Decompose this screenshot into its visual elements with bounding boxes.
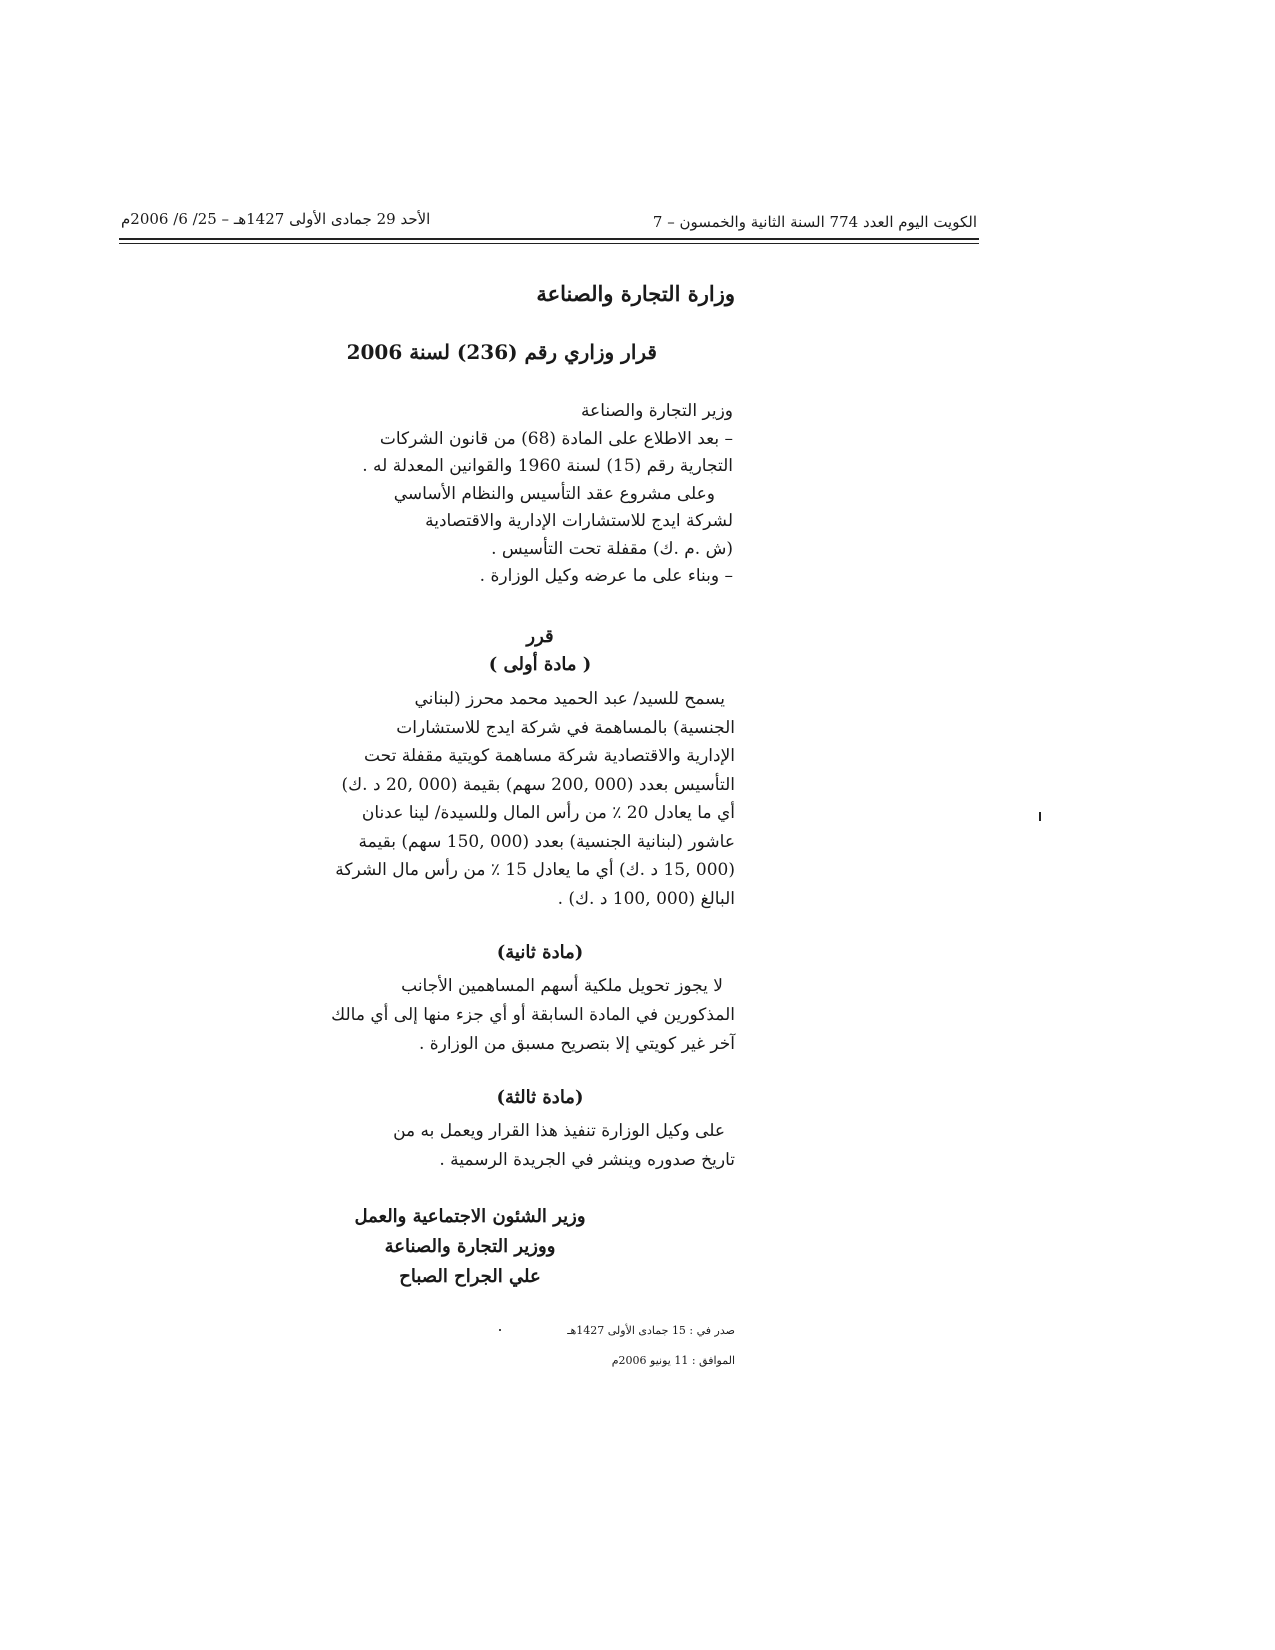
article1-line: الجنسية) بالمساهمة في شركة ايدج للاستشارات [396,717,735,738]
article1-line: الإدارية والاقتصادية شركة مساهمة كويتية مقفلة تحت [363,746,735,766]
header-date: الأحد 29 جمادى الأولى 1427هـ – 25/ 6/ 2006م [121,210,431,228]
decision-title: قرار وزاري رقم (236) لسنة 2006 [346,340,657,364]
preamble-line: – بعد الاطلاع على المادة (68) من قانون الشركات [379,428,733,449]
article1-line: التأسيس بعدد (000 ,200 سهم) بقيمة (000 ,20 د .ك) [341,774,735,795]
article3-heading: (مادة ثالثة) [496,1087,584,1108]
issued-date: صدر في : 15 جمادى الأولى 1427هـ [567,1324,735,1337]
scan-dot [499,1329,501,1331]
preamble-line: – وبناء على ما عرضه وكيل الوزارة . [479,566,733,586]
article1-line: (000 ,15 د .ك) أي ما يعادل 15 ٪ من رأس مال الشركة [335,860,735,880]
article2-heading: (مادة ثانية) [496,942,584,963]
article3-line: تاريخ صدوره وينشر في الجريدة الرسمية . [439,1150,735,1170]
signature-title-2: ووزير التجارة والصناعة [384,1236,556,1257]
article1-body [335,685,735,913]
header-publication-info: الكويت اليوم العدد 774 السنة الثانية والخمسون – 7 [652,213,977,231]
scan-mark [1039,812,1041,821]
article1-line: أي ما يعادل 20 ٪ من رأس المال وللسيدة/ لينا عدنان [361,803,735,823]
article3-body [335,1117,735,1175]
signature-title-1: وزير الشئون الاجتماعية والعمل [354,1206,586,1227]
article1-line: يسمح للسيد/ عبد الحميد محمد محرز (لبناني [414,689,725,709]
article1-heading: ( مادة أولى ) [488,654,592,675]
header-rule-top [119,238,979,240]
article2-body [331,972,735,1059]
preamble-line: لشركة ايدج للاستشارات الإدارية والاقتصادية [425,511,733,531]
preamble [343,398,733,591]
article2-line: آخر غير كويتي إلا بتصريح مسبق من الوزارة . [418,1034,735,1054]
preamble-line: وزير التجارة والصناعة [580,401,733,421]
preamble-line: (ش .م .ك) مقفلة تحت التأسيس . [491,538,733,559]
article3-line: على وكيل الوزارة تنفيذ هذا القرار ويعمل به من [393,1121,725,1141]
article1-line: عاشور (لبنانية الجنسية) بعدد (000 ,150 سهم) بقيمة [358,831,735,852]
preamble-line: التجارية رقم (15) لسنة 1960 والقوانين المعدلة له . [362,456,733,476]
preamble-line: وعلى مشروع عقد التأسيس والنظام الأساسي [393,483,715,504]
signature-name: علي الجراح الصباح [399,1266,541,1287]
ministry-title: وزارة التجارة والصناعة [536,281,735,306]
signature-block [350,1202,590,1292]
decided-heading: قرر [526,626,554,647]
article2-line: المذكورين في المادة السابقة أو أي جزء منها إلى أي مالك [331,1005,735,1025]
header-rule-bottom [119,243,979,244]
article2-line: لا يجوز تحويل ملكية أسهم المساهمين الأجانب [401,976,723,996]
article1-line: البالغ (000 ,100 د .ك) . [557,888,735,909]
corresponding-date: الموافق : 11 يونيو 2006م [611,1354,735,1367]
